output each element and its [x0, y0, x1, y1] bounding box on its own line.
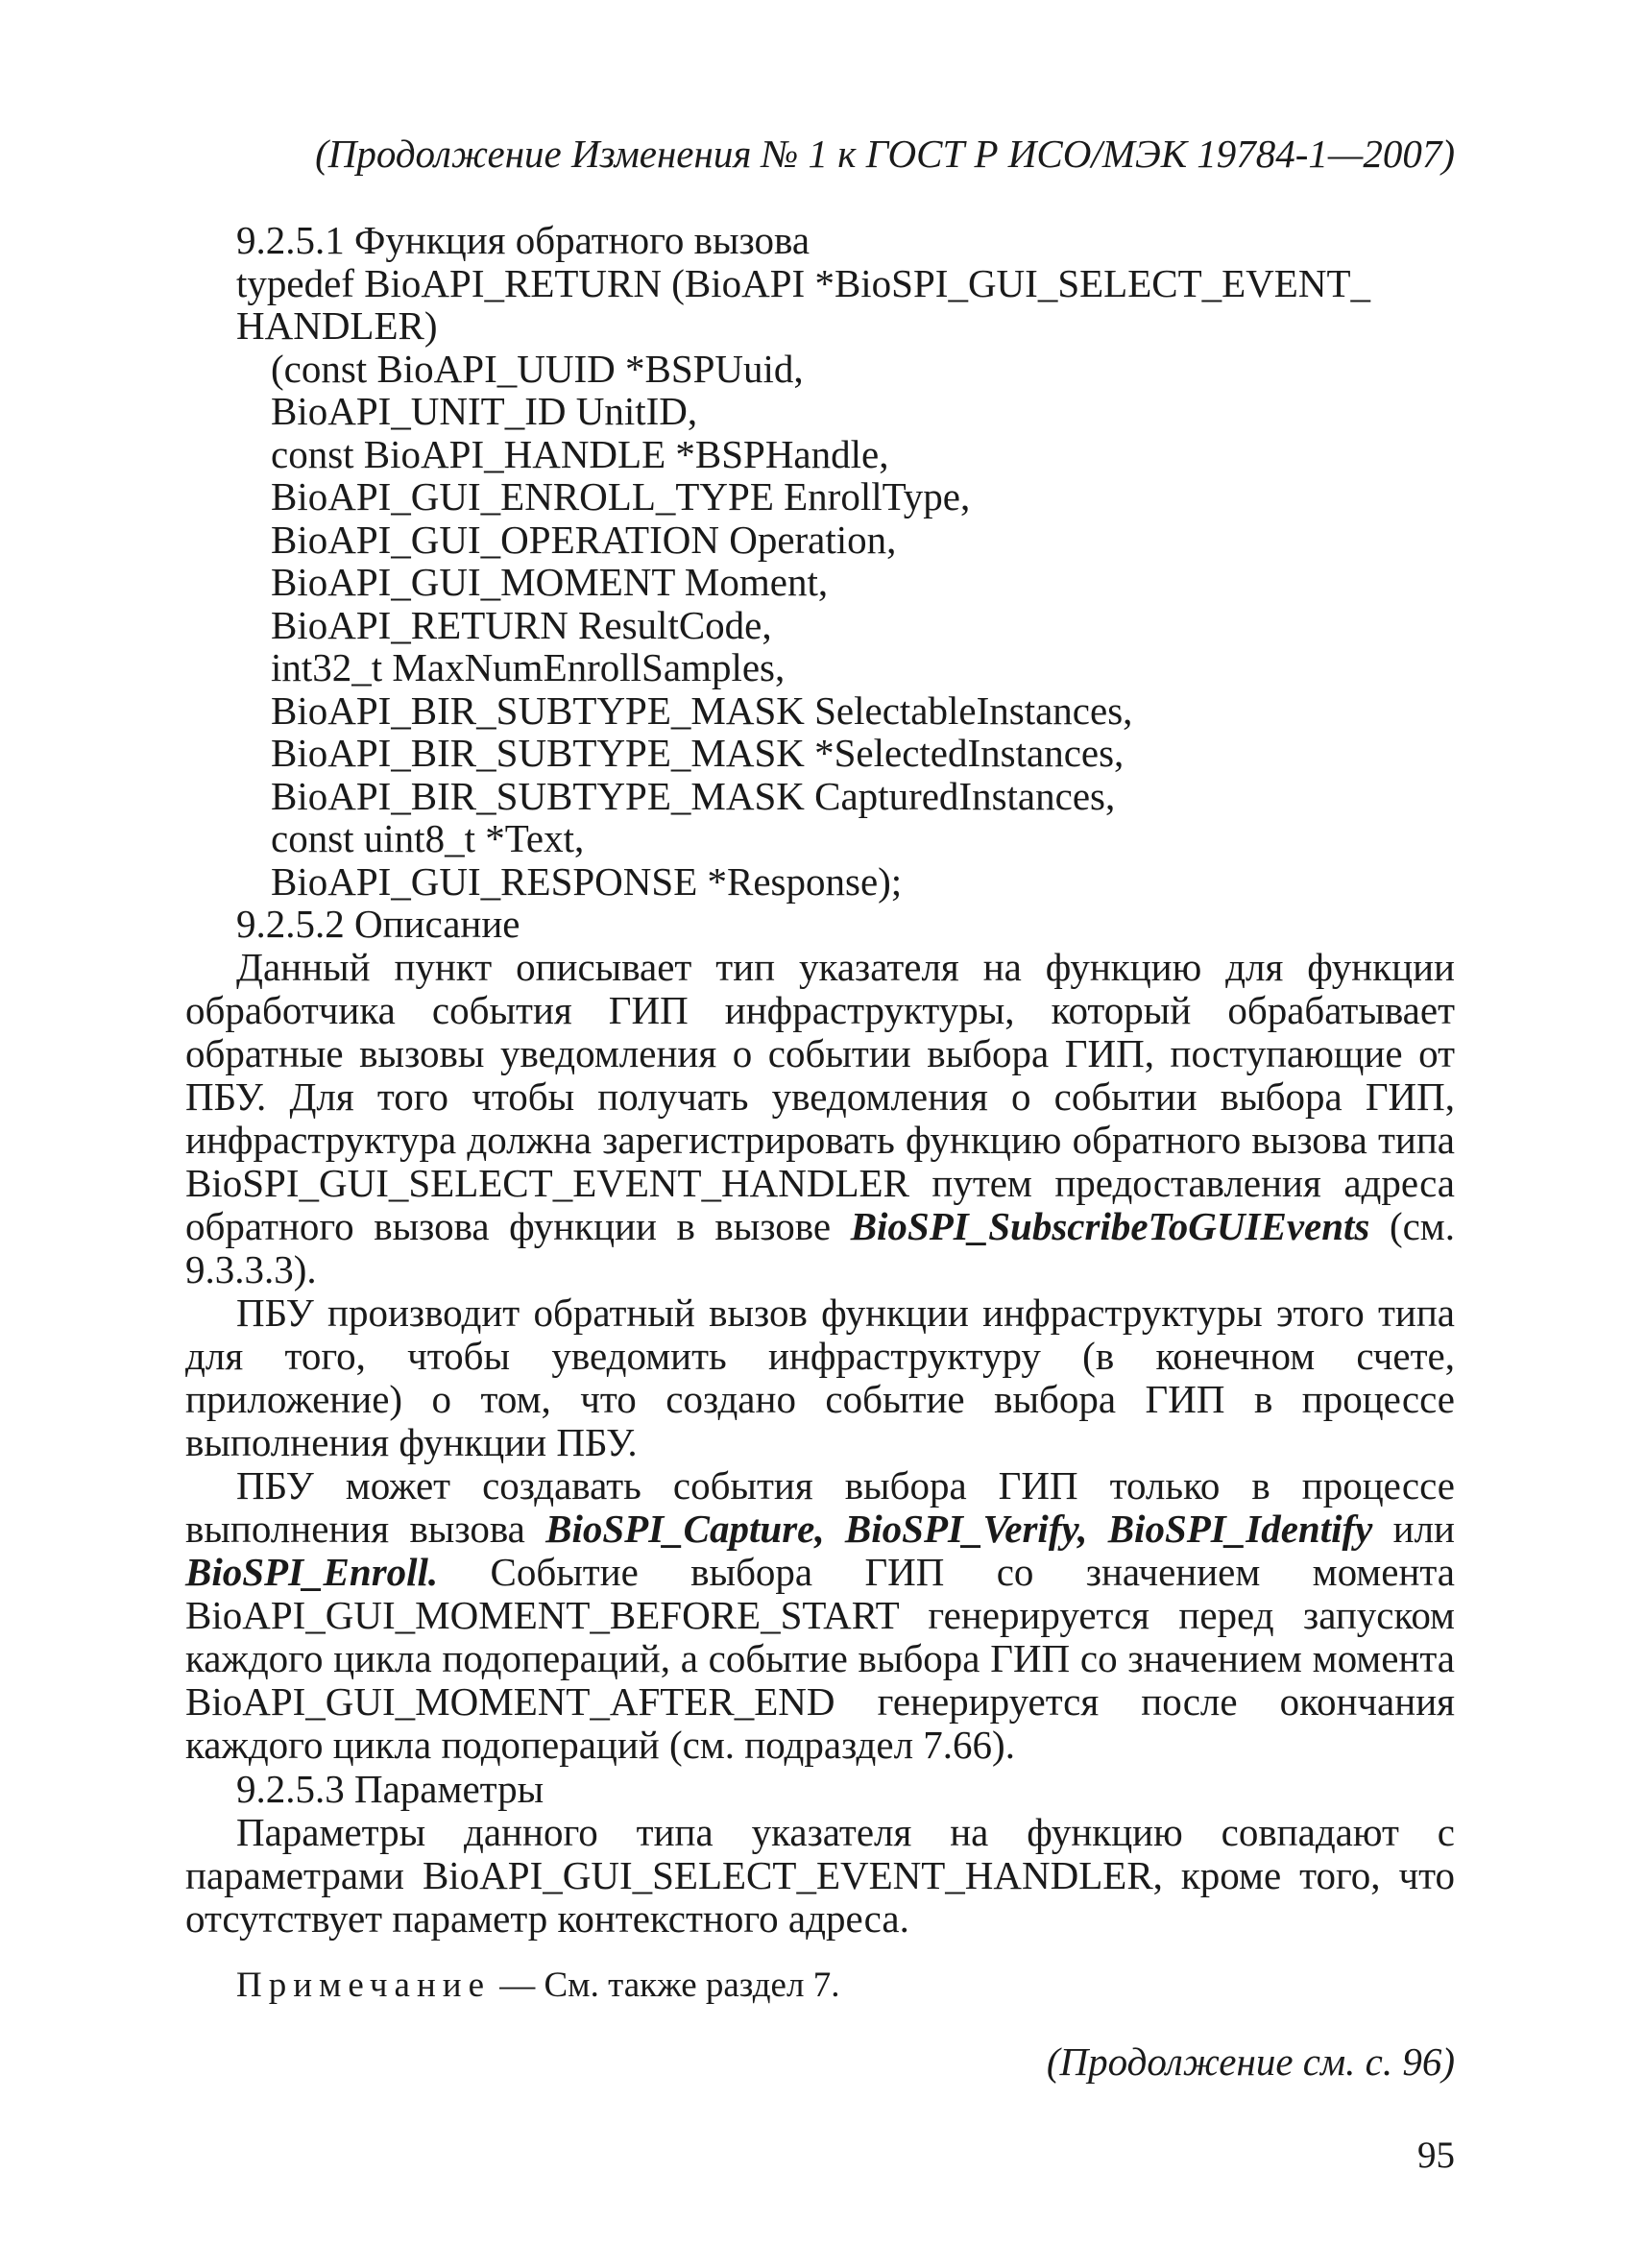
description-section — [185, 903, 1455, 1767]
running-header: (Продолжение Изменения № 1 к ГОСТ Р ИСО/МЭК 19784-1—2007) — [315, 132, 1455, 176]
callback-section — [236, 219, 1465, 903]
paragraph-text: Данный пункт описывает тип указателя на функцию для функции обработчика события ГИП инфраструктуры, который обрабатывает обратные вызовы уведомления о событии выбора ГИП, поступающие от ПБУ. Для того чтобы получать уведомления о событии выбора ГИП, инфраструктура должна зарегистрировать функцию обратного вызова типа BioSPI_GUI_SELECT_EVENT_HANDLER путем предоставления адреса обратного вызова функции в вызове — [185, 945, 1455, 1248]
section-heading-description: 9.2.5.2 Описание — [236, 902, 520, 946]
note-text: — См. также раздел 7. — [491, 1966, 840, 2005]
code-line: BioAPI_BIR_SUBTYPE_MASK *SelectedInstances, — [271, 731, 1125, 775]
code-line: BioAPI_GUI_MOMENT Moment, — [271, 560, 829, 604]
paragraph-description — [185, 946, 1455, 1291]
code-line: BioAPI_RETURN ResultCode, — [271, 602, 772, 647]
note-label: Примечание — [236, 1966, 491, 2005]
code-line: BioAPI_UNIT_ID UnitID, — [271, 389, 698, 433]
parameters-section — [185, 1768, 1455, 1941]
function-name: BioSPI_SubscribeToGUIEvents — [850, 1204, 1370, 1248]
code-line: BioAPI_BIR_SUBTYPE_MASK CapturedInstances, — [271, 773, 1116, 818]
code-line: (const BioAPI_UUID *BSPUuid, — [271, 346, 804, 391]
code-line: int32_t MaxNumEnrollSamples, — [271, 645, 786, 689]
code-line: const uint8_t *Text, — [271, 816, 585, 860]
code-line: BioAPI_GUI_RESPONSE *Response); — [271, 858, 903, 904]
continuation-note: (Продолжение см. с. 96) — [1046, 2039, 1455, 2084]
code-line: BioAPI_GUI_ENROLL_TYPE EnrollType, — [271, 474, 971, 519]
code-line: const BioAPI_HANDLE *BSPHandle, — [271, 431, 889, 476]
paragraph-text: или — [1372, 1507, 1455, 1551]
note — [236, 1964, 839, 2007]
paragraph-parameters: Параметры данного типа указателя на функцию совпадают с параметрами BioAPI_GUI_SELECT_EVENT_HANDLER, кроме того, что отсутствует параметр контекстного адреса. — [185, 1810, 1455, 1941]
page-number: 95 — [1417, 2135, 1455, 2176]
section-heading-parameters: 9.2.5.3 Параметры — [236, 1767, 544, 1811]
code-line: HANDLER) — [236, 303, 438, 348]
paragraph-text: Событие выбора ГИП со значением момента BioAPI_GUI_MOMENT_BEFORE_START генерируется перед запуском каждого цикла подопераций, а событие выбора ГИП со значением момента BioAPI_GUI_MOMENT_AFTER_END генерируется после окончания каждого цикла подопераций (см. подраздел 7.66). — [185, 1550, 1455, 1767]
paragraph-text: ПБУ может создавать события выбора ГИП только в процессе выполнения вызова — [185, 1463, 1455, 1551]
paragraph-callback: ПБУ производит обратный вызов функции инфраструктуры этого типа для того, чтобы уведомить инфраструктуру (в конечном счете, приложение) о том, что создано событие выбора ГИП в процессе выполнения функции ПБУ. — [185, 1291, 1455, 1464]
code-line: typedef BioAPI_RETURN (BioAPI *BioSPI_GUI_SELECT_EVENT_ — [236, 260, 1370, 305]
code-line: BioAPI_BIR_SUBTYPE_MASK SelectableInstances, — [271, 688, 1133, 733]
section-heading-callback: 9.2.5.1 Функция обратного вызова — [236, 218, 810, 262]
function-name: BioSPI_Enroll. — [185, 1550, 439, 1594]
function-names: BioSPI_Capture, BioSPI_Verify, BioSPI_Identify — [545, 1507, 1373, 1551]
paragraph-text: (см. 9.3.3.3). — [185, 1204, 1455, 1291]
code-line: BioAPI_GUI_OPERATION Operation, — [271, 517, 897, 562]
paragraph-events — [185, 1464, 1455, 1767]
